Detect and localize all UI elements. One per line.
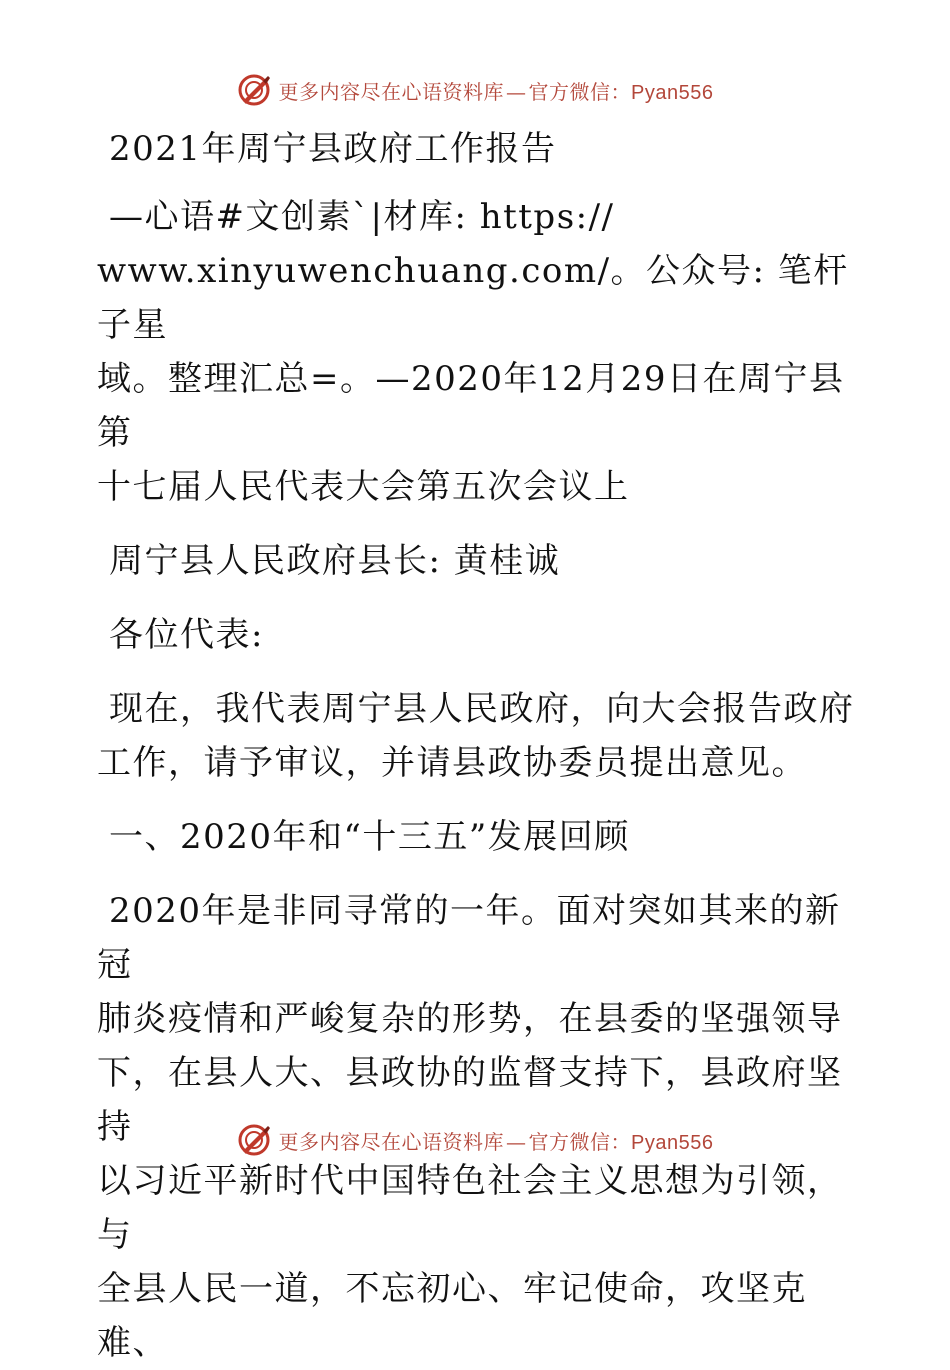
subtitle-line: 域。整理汇总=。—2020年12月29日在周宁县第: [97, 359, 845, 453]
document-body: [97, 122, 857, 1370]
subtitle-line: 十七届人民代表大会第五次会议上: [97, 467, 630, 507]
subtitle-line: —心语#文创素`|材库: https://: [109, 197, 615, 237]
body-line: 下，在县人大、县政协的监督支持下，县政府坚持: [97, 1053, 843, 1147]
watermark-dash: —: [506, 1129, 527, 1154]
body-line: 2020年是非同寻常的一年。面对突如其来的新冠: [97, 891, 841, 985]
intro-paragraph: [97, 682, 857, 790]
brush-logo-icon: [237, 73, 271, 107]
header-watermark: [0, 70, 950, 110]
watermark-main: 更多内容尽在心语资料库: [278, 1129, 505, 1154]
body-line: 肺炎疫情和严峻复杂的形势，在县委的坚强领导: [97, 999, 843, 1039]
brush-logo-icon: [237, 1123, 271, 1157]
watermark-text: [279, 76, 714, 105]
intro-line: 现在，我代表周宁县人民政府，向大会报告政府: [109, 689, 855, 729]
body-line: 全县人民一道，不忘初心、牢记使命，攻坚克难、: [97, 1269, 807, 1363]
section-heading: 一、2020年和“十三五”发展回顾: [109, 817, 630, 857]
watermark-handle: Pyan556: [631, 1131, 714, 1154]
watermark-dash: —: [506, 79, 527, 104]
subtitle-line: www.xinyuwenchuang.com/。公众号: 笔杆子星: [97, 251, 849, 345]
subtitle-block: [97, 190, 857, 514]
watermark-handle: Pyan556: [631, 81, 714, 104]
document-title: 2021年周宁县政府工作报告: [109, 129, 557, 169]
salutation: 各位代表:: [109, 615, 264, 655]
watermark-main: 更多内容尽在心语资料库: [278, 79, 505, 104]
watermark-official: 官方微信：: [528, 1129, 632, 1154]
watermark-text: [279, 1126, 714, 1155]
watermark-official: 官方微信：: [528, 79, 632, 104]
footer-watermark: [0, 1120, 950, 1160]
body-line: 以习近平新时代中国特色社会主义思想为引领，与: [97, 1161, 843, 1255]
intro-line: 工作，请予审议，并请县政协委员提出意见。: [97, 743, 807, 783]
author-line: 周宁县人民政府县长: 黄桂诚: [109, 541, 561, 581]
